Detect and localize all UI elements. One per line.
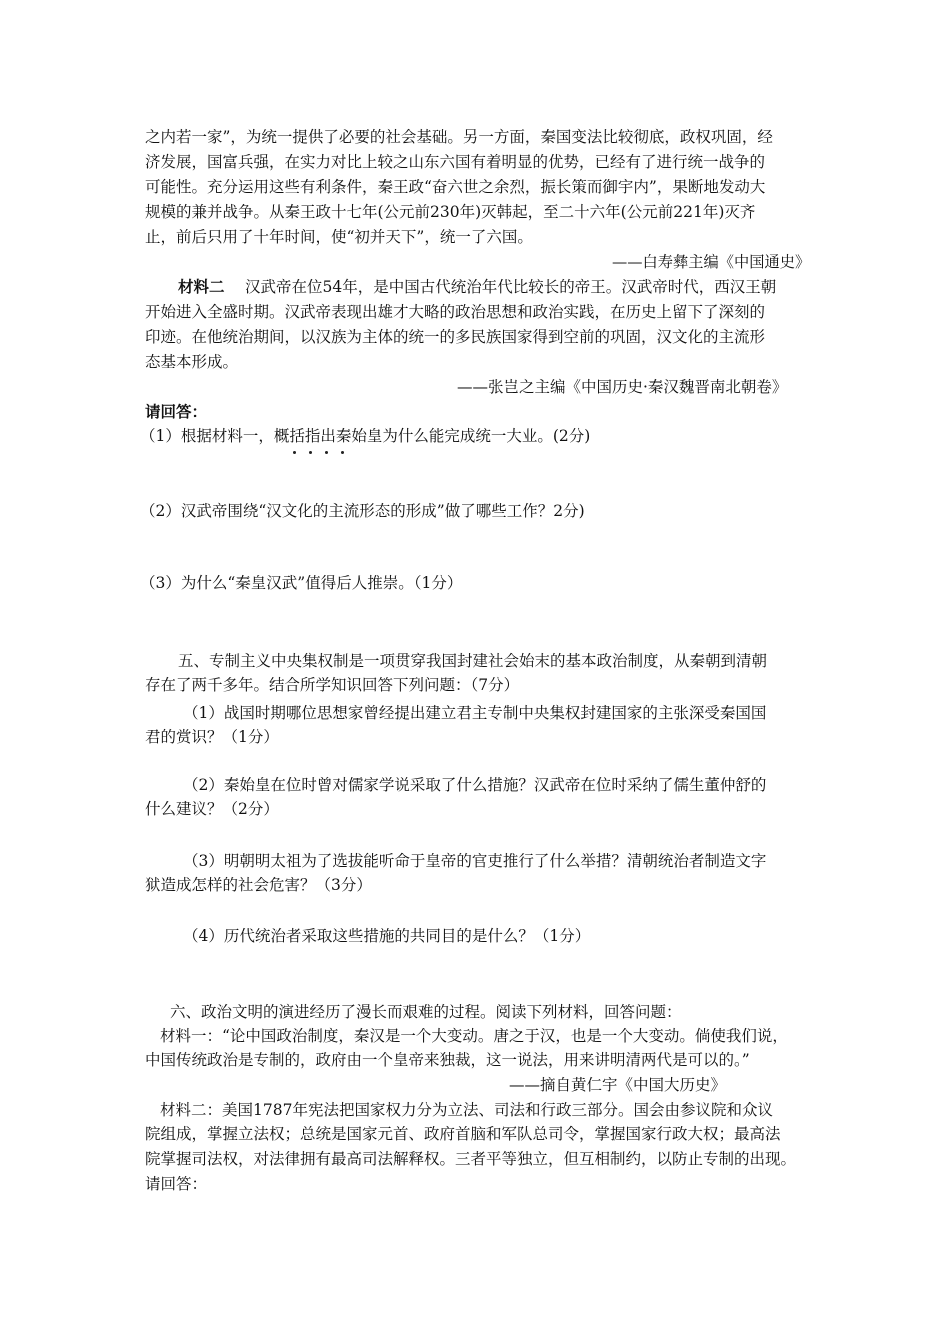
question-5-intro: 五、专制主义中央集权制是一项贯穿我国封建社会始末的基本政治制度，从秦朝到清朝 (178, 652, 768, 670)
material1-line: 之内若一家”，为统一提供了必要的社会基础。另一方面，秦国变法比较彻底，政权巩固，经 (145, 128, 773, 146)
question-5-intro: 存在了两千多年。结合所学知识回答下列问题：（7分） (145, 676, 520, 694)
material2-label: 材料二 (178, 277, 225, 296)
material1-line: 济发展，国富兵强，在实力对比上较之山东六国有着明显的优势，已经有了进行统一战争的 (145, 153, 766, 171)
emphasis-dots (293, 451, 353, 457)
question-5-3-cont: 狱造成怎样的社会危害？（3分） (145, 876, 372, 894)
question-4-2: （2）汉武帝围绕“汉文化的主流形态的形成”做了哪些工作？2分) (140, 502, 585, 520)
question-4-1: （1）根据材料一，概括指出秦始皇为什么能完成统一大业。(2分) (140, 427, 591, 445)
material2-line: 汉武帝在位54年，是中国古代统治年代比较长的帝王。汉武帝时代，西汉王朝 (245, 278, 777, 296)
question-6-material2: 材料二：美国1787年宪法把国家权力分为立法、司法和行政三部分。国会由参议院和众议 (160, 1101, 773, 1119)
question-6-intro: 六、政治文明的演进经历了漫长而艰难的过程。阅读下列材料，回答问题： (170, 1003, 682, 1021)
material2-source: ——张岂之主编《中国历史·秦汉魏晋南北朝卷》 (457, 378, 788, 396)
material2-line: 印迹。在他统治期间，以汉族为主体的统一的多民族国家得到空前的巩固，汉文化的主流形 (145, 328, 766, 346)
question-6-material1-source: ——摘自黄仁宇《中国大历史》 (509, 1076, 727, 1094)
question-5-1: （1）战国时期哪位思想家曾经提出建立君主专制中央集权封建国家的主张深受秦国国 (183, 704, 767, 722)
answer-prompt: 请回答： (145, 402, 208, 421)
question-6-material2: 院掌握司法权，对法律拥有最高司法解释权。三者平等独立，但互相制约，以防止专制的出现。 (145, 1150, 797, 1168)
question-5-4: （4）历代统治者采取这些措施的共同目的是什么？（1分） (183, 927, 591, 945)
question-5-2: （2）秦始皇在位时曾对儒家学说采取了什么措施？汉武帝在位时采纳了儒生董仲舒的 (183, 776, 767, 794)
question-5-3: （3）明朝明太祖为了选拔能听命于皇帝的官吏推行了什么举措？清朝统治者制造文字 (183, 852, 767, 870)
material2-line: 开始进入全盛时期。汉武帝表现出雄才大略的政治思想和政治实践，在历史上留下了深刻的 (145, 303, 766, 321)
question-4-3: （3）为什么“秦皇汉武”值得后人推崇。（1分） (140, 574, 463, 592)
material1-line: 规模的兼并战争。从秦王政十七年(公元前230年)灭韩起，至二十六年(公元前221年)灭齐 (145, 203, 756, 221)
question-6-material1: 材料一：“论中国政治制度，秦汉是一个大变动。唐之于汉，也是一个大变动。倘使我们说， (160, 1027, 788, 1045)
material1-line: 止，前后只用了十年时间，使“初并天下”，统一了六国。 (145, 228, 533, 246)
question-6-material2: 院组成，掌握立法权；总统是国家元首、政府首脑和军队总司令，掌握国家行政大权；最高法 (145, 1125, 781, 1143)
material1-source: ——白寿彝主编《中国通史》 (612, 253, 811, 271)
material2-line: 态基本形成。 (145, 353, 239, 371)
material1-line: 可能性。充分运用这些有利条件，秦王政“奋六世之余烈，振长策而御宇内”，果断地发动大 (145, 178, 766, 196)
question-5-1-cont: 君的赏识？（1分） (145, 728, 279, 746)
question-5-2-cont: 什么建议？（2分） (145, 800, 279, 818)
question-6-material1: 中国传统政治是专制的，政府由一个皇帝来独裁，这一说法，用来讲明清两代是可以的。” (145, 1051, 750, 1069)
answer-prompt: 请回答： (145, 1175, 208, 1193)
